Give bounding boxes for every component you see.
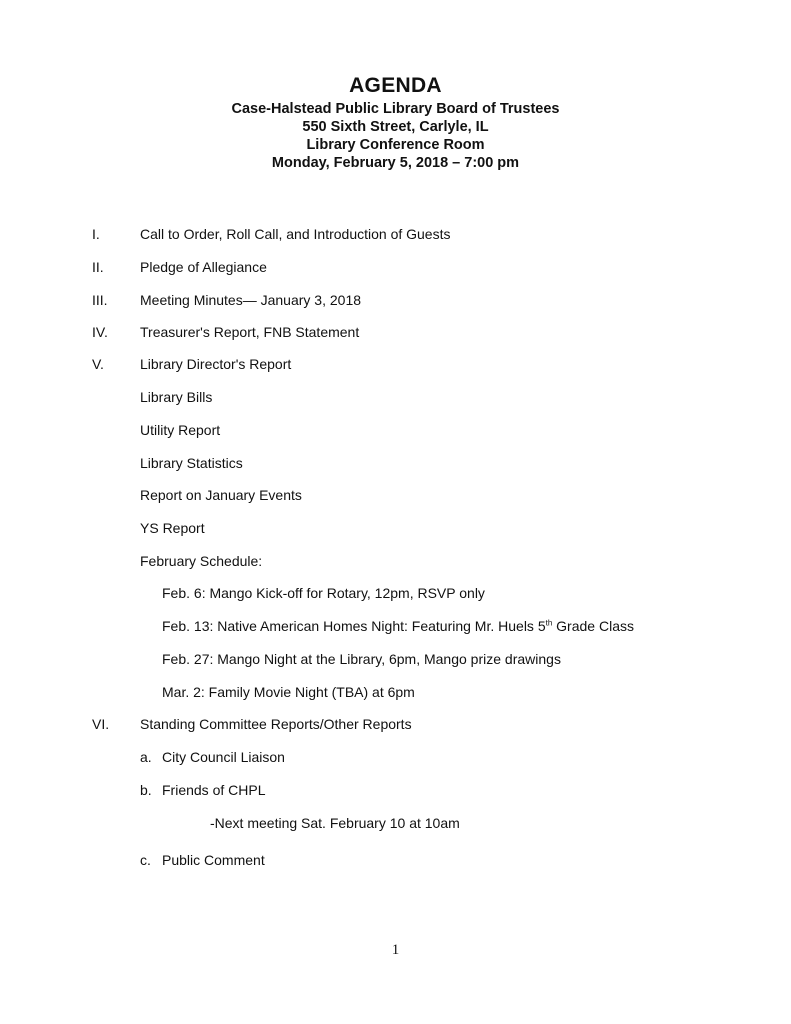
item-text: Library Director's Report	[140, 356, 292, 372]
item-text: Meeting Minutes— January 3, 2018	[140, 292, 362, 308]
sub-item-text: February Schedule:	[140, 553, 263, 569]
schedule-entry-text: Feb. 13: Native American Homes Night: Featuring Mr. Huels 5	[162, 618, 546, 634]
sub-item-text: YS Report	[140, 520, 205, 536]
item-text: Call to Order, Roll Call, and Introduction of Guests	[140, 226, 451, 242]
sub-item-text: Report on January Events	[140, 487, 302, 503]
item-number: V.	[92, 356, 104, 372]
schedule-entry-text: Grade Class	[552, 618, 634, 634]
item-text: Standing Committee Reports/Other Reports	[140, 716, 412, 732]
meeting-room: Library Conference Room	[306, 137, 485, 153]
sub-item-text: City Council Liaison	[162, 749, 285, 765]
sub-item-text: Library Bills	[140, 389, 213, 405]
item-number: II.	[92, 259, 104, 275]
sub-item-letter: a.	[140, 749, 152, 765]
sub-item-text: Friends of CHPL	[162, 782, 266, 798]
sub-item-letter: b.	[140, 782, 152, 798]
sub-item-text: Utility Report	[140, 422, 221, 438]
schedule-entry: Feb. 6: Mango Kick-off for Rotary, 12pm, RSVP only	[162, 585, 485, 601]
meeting-datetime: Monday, February 5, 2018 – 7:00 pm	[271, 155, 520, 171]
item-number: III.	[92, 292, 108, 308]
schedule-entry: Feb. 27: Mango Night at the Library, 6pm, Mango prize drawings	[162, 651, 561, 667]
item-text: Pledge of Allegiance	[140, 259, 267, 275]
agenda-title: AGENDA	[349, 74, 442, 97]
note-text: -Next meeting Sat. February 10 at 10am	[210, 815, 460, 831]
sub-item-text: Public Comment	[162, 852, 265, 868]
ordinal-suffix: th	[545, 618, 553, 628]
schedule-entry: Mar. 2: Family Movie Night (TBA) at 6pm	[162, 684, 415, 700]
address: 550 Sixth Street, Carlyle, IL	[302, 119, 489, 135]
sub-item-text: Library Statistics	[140, 455, 243, 471]
board-name: Case-Halstead Public Library Board of Trustees	[231, 101, 560, 117]
item-number: I.	[92, 226, 100, 242]
sub-item-letter: c.	[140, 852, 151, 868]
item-number: VI.	[92, 716, 110, 732]
item-text: Treasurer's Report, FNB Statement	[140, 324, 360, 340]
page-number: 1	[391, 942, 400, 958]
schedule-entry	[162, 618, 634, 634]
item-number: IV.	[92, 324, 108, 340]
